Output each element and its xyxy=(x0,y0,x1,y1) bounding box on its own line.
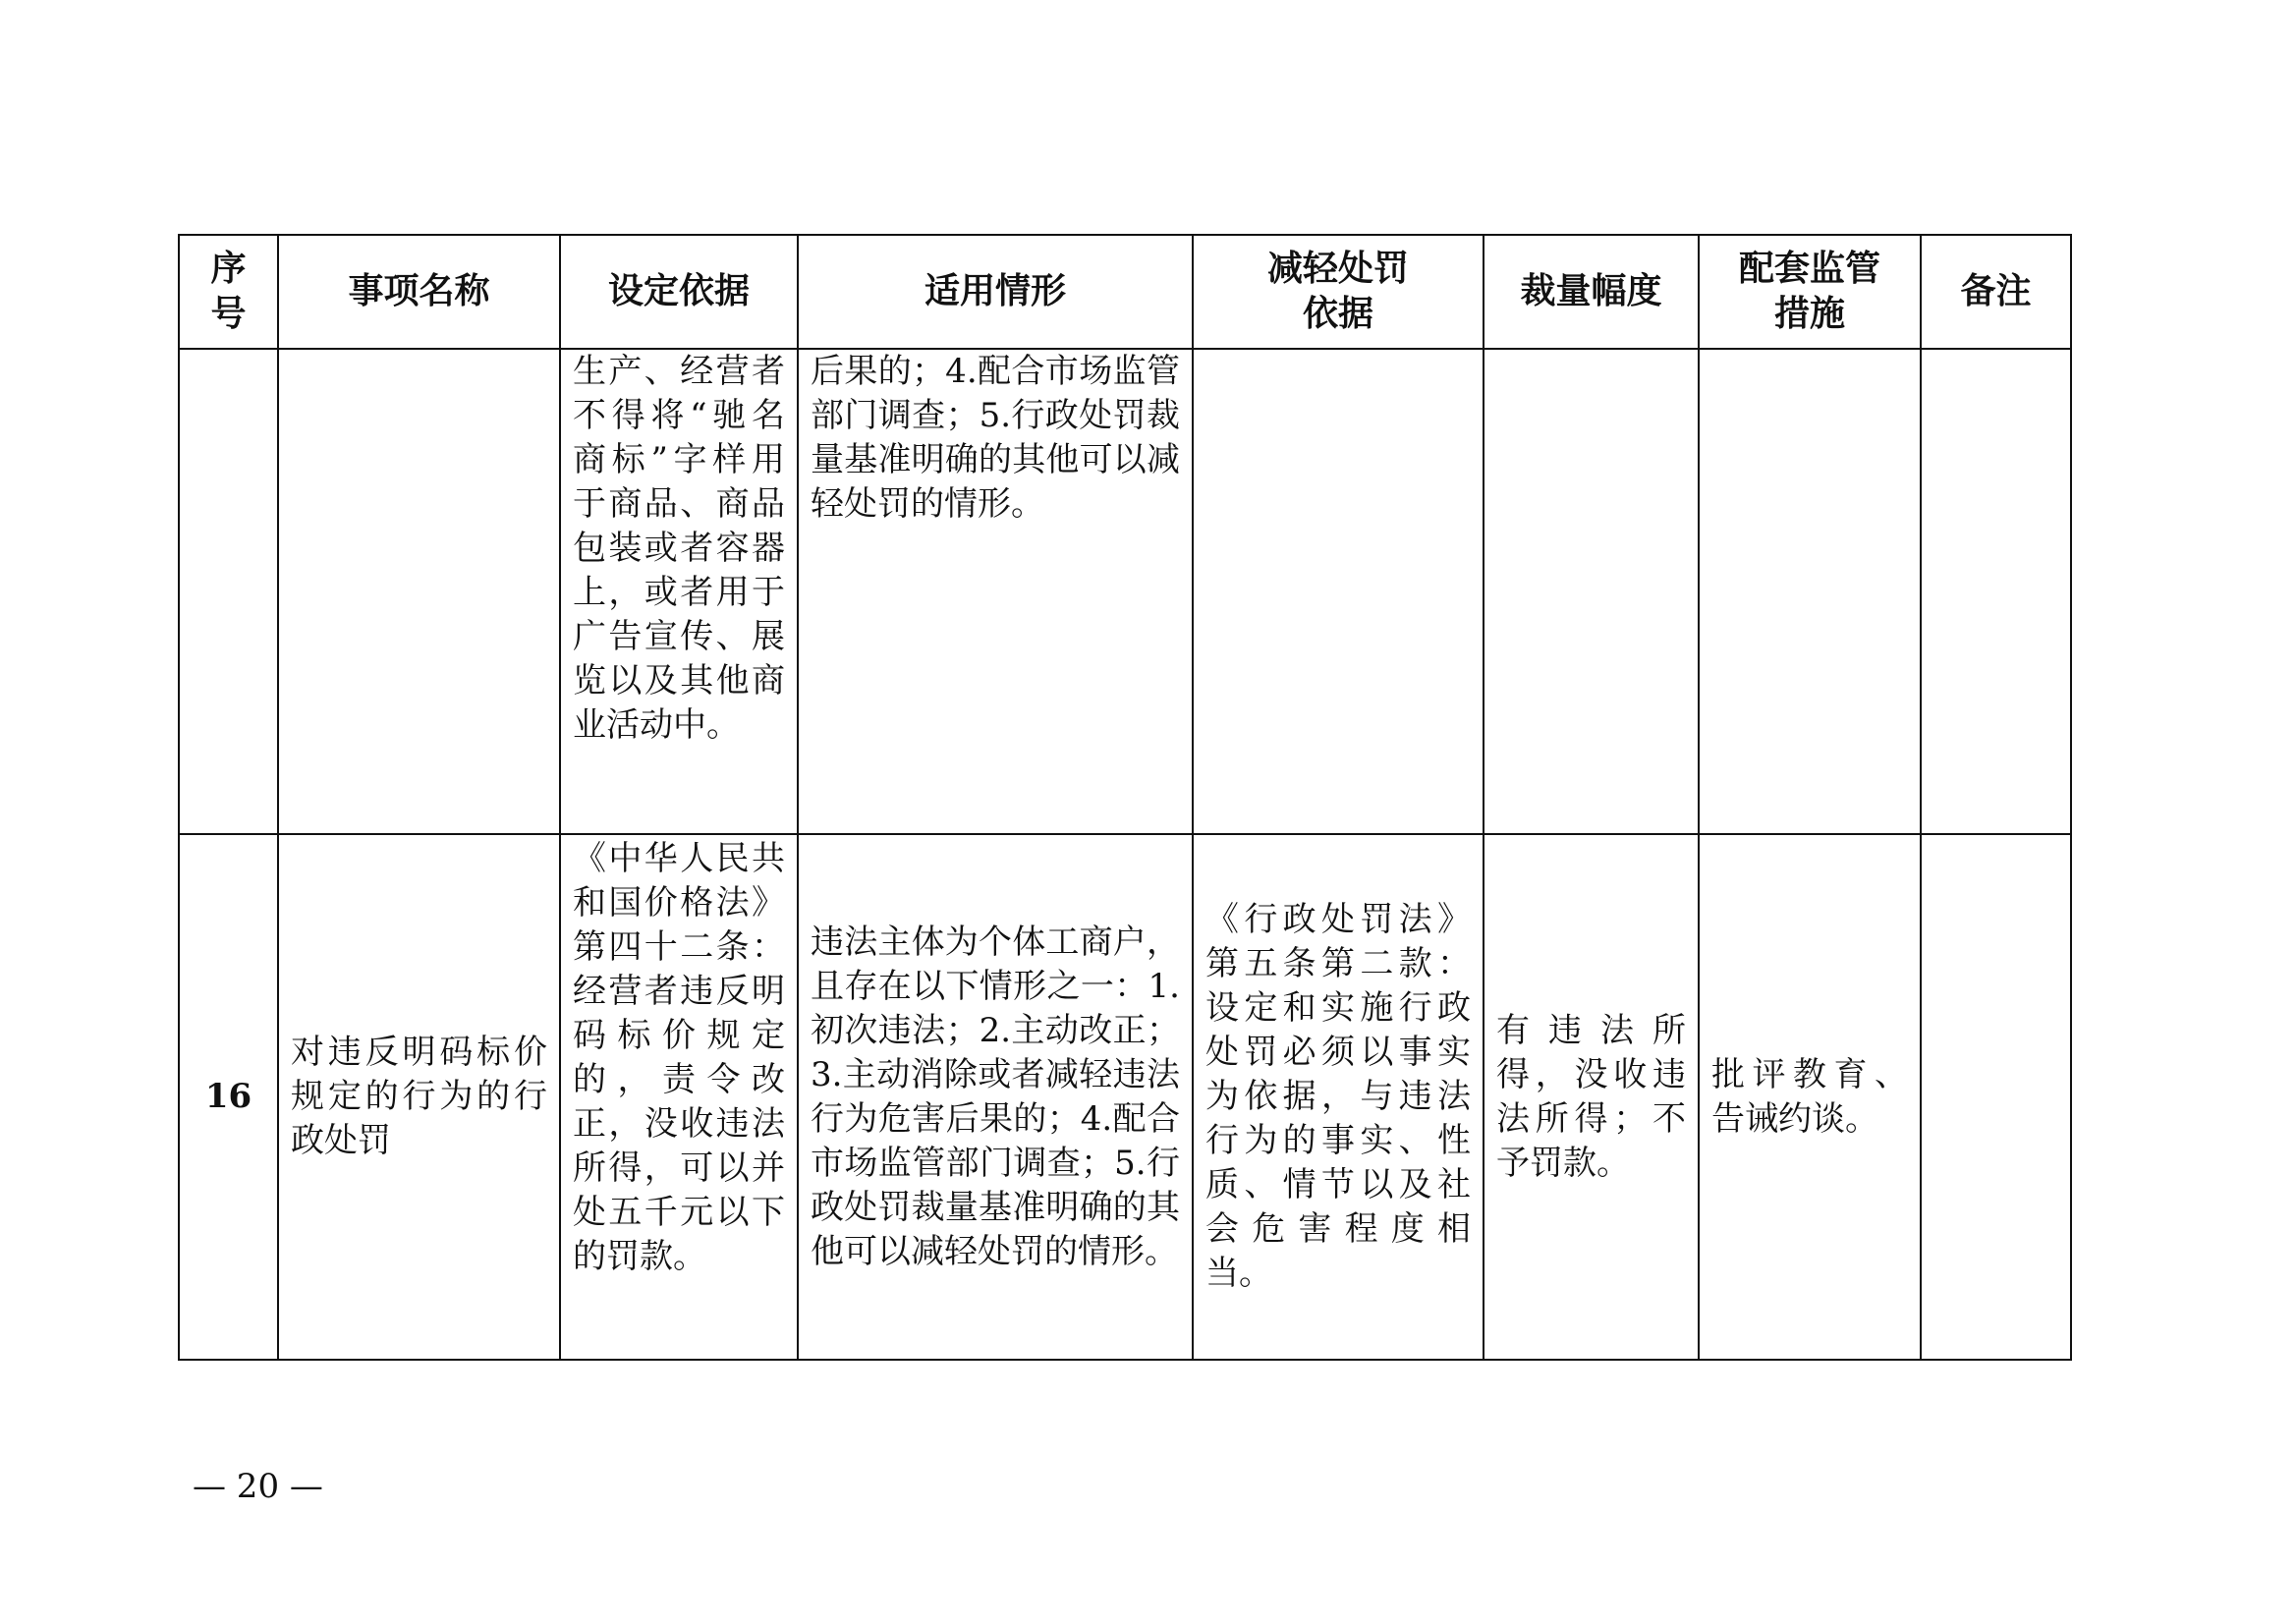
cell-seq xyxy=(179,349,278,834)
cell-basis: 生产、经营者不得将“驰名商标”字样用于商品、商品包装或者容器上，或者用于广告宣传、展览以及其他商业活动中。 xyxy=(560,349,798,834)
page-number: — 20 — xyxy=(193,1467,323,1506)
header-situation: 适用情形 xyxy=(798,235,1193,349)
header-supervision-measures: 配套监管措施 xyxy=(1699,235,1921,349)
cell-remarks xyxy=(1921,834,2071,1360)
data-table xyxy=(178,234,2072,1361)
cell-mitigation-basis xyxy=(1193,349,1484,834)
cell-situation: 后果的；4.配合市场监管部门调查；5.行政处罚裁量基准明确的其他可以减轻处罚的情形。 xyxy=(798,349,1193,834)
cell-discretion-range xyxy=(1484,349,1699,834)
header-seq: 序号 xyxy=(179,235,278,349)
cell-basis: 《中华人民共和国价格法》第四十二条：经营者违反明码标价规定的，责令改正，没收违法所得，可以并处五千元以下的罚款。 xyxy=(560,834,798,1360)
header-item-name: 事项名称 xyxy=(278,235,560,349)
cell-situation: 违法主体为个体工商户，且存在以下情形之一：1.初次违法；2.主动改正；3.主动消除或者减轻违法行为危害后果的；4.配合市场监管部门调查；5.行政处罚裁量基准明确的其他可以减轻处罚的情形。 xyxy=(798,834,1193,1360)
header-remarks: 备注 xyxy=(1921,235,2071,349)
cell-discretion-range: 有违法所得，没收违法所得；不予罚款。 xyxy=(1484,834,1699,1360)
header-mitigation-basis: 减轻处罚依据 xyxy=(1193,235,1484,349)
table-row xyxy=(179,834,2071,1360)
cell-supervision-measures xyxy=(1699,349,1921,834)
cell-remarks xyxy=(1921,349,2071,834)
cell-seq: 16 xyxy=(179,834,278,1360)
header-discretion-range: 裁量幅度 xyxy=(1484,235,1699,349)
header-row xyxy=(179,235,2071,349)
header-basis: 设定依据 xyxy=(560,235,798,349)
cell-mitigation-basis: 《行政处罚法》第五条第二款：设定和实施行政处罚必须以事实为依据，与违法行为的事实、性质、情节以及社会危害程度相当。 xyxy=(1193,834,1484,1360)
cell-item-name xyxy=(278,349,560,834)
cell-supervision-measures: 批评教育、告诫约谈。 xyxy=(1699,834,1921,1360)
cell-item-name: 对违反明码标价规定的行为的行政处罚 xyxy=(278,834,560,1360)
table-row xyxy=(179,349,2071,834)
